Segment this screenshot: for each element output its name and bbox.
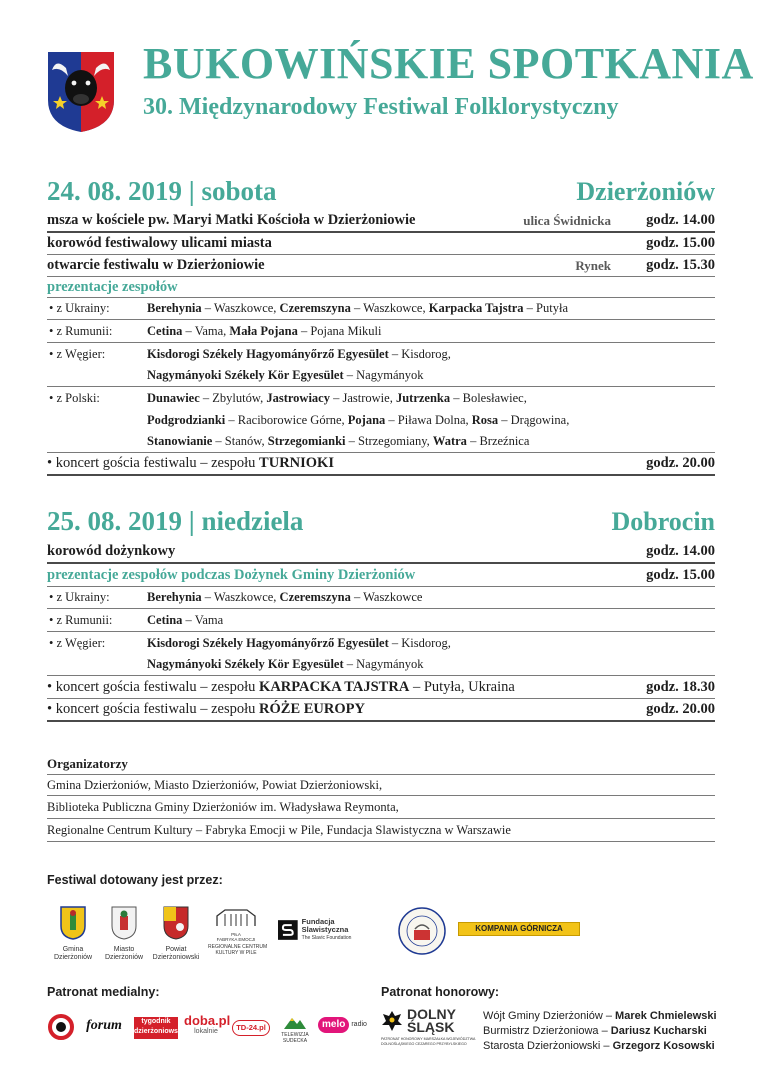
country-label: • z Ukrainy: (49, 301, 110, 315)
group-origin: – Waszkowce, (201, 590, 280, 604)
event-location: ulica Świdnicka (523, 212, 611, 228)
group-origin: – Jastrowie, (329, 390, 396, 405)
country-row (47, 343, 715, 365)
group-origin: – Piława Dolna, (385, 412, 472, 427)
group-name: Dunawiec (147, 390, 200, 405)
rck-pila-logo: PIŁA FABRYKA EMOCJI REGIONALNE CENTRUM KULTURY W PILE (208, 906, 264, 956)
organizers-title: Organizatorzy (47, 756, 128, 771)
group-list (147, 590, 422, 605)
group-name: Stanowianie (147, 434, 213, 448)
group-origin: – Zbylutów, (199, 390, 267, 405)
group-origin: – Nagymányok (343, 368, 424, 382)
group-list (147, 413, 569, 428)
country-row (47, 632, 715, 654)
concert-row (47, 699, 715, 722)
festival-subtitle: 30. Międzynarodowy Festiwal Folklorystyczny (143, 94, 619, 120)
country-label: • z Rumunii: (49, 323, 113, 338)
group-origin: – Bolesławiec, (450, 390, 527, 405)
country-label: • z Ukrainy: (49, 590, 110, 604)
schedule-row (47, 233, 715, 255)
group-origin: – Pojana Mikuli (297, 323, 382, 338)
schedule-row (47, 255, 715, 277)
day1-header (47, 176, 715, 208)
group-name: Cetina (147, 612, 183, 627)
biblioteka-logo (396, 906, 448, 959)
organizer-line: Biblioteka Publiczna Gminy Dzierżoniów im. Władysława Reymonta, (47, 797, 715, 819)
group-name: Berehynia (147, 301, 202, 315)
group-origin: – Nagymányok (343, 657, 424, 671)
event-name: msza w kościele pw. Maryi Matki Kościoła w Dzierżoniowie (47, 212, 416, 228)
festival-title: BUKOWIŃSKIE SPOTKANIA (143, 39, 754, 88)
honorary-patronage-title: Patronat honorowy: (381, 985, 500, 999)
group-origin: – Waszkowce, (201, 301, 280, 315)
dolny-slask-logo: DOLNY ŚLĄSK PATRONAT HONOROWY MARSZAŁKA WOJEWÓDZTWA DOLNOŚLĄSKIEGO CEZAREGO PRZYBYLSKIEGO (381, 1006, 476, 1046)
concert-text: • koncert gościa festiwalu – zespołu TURNIOKI (47, 455, 334, 471)
day1-place: Dzierżoniów (576, 177, 715, 206)
group-origin: – Putyła (523, 301, 568, 315)
group-origin: – Raciborowice Górne, (225, 412, 348, 427)
country-row (47, 387, 715, 409)
gmina-crest-icon (60, 906, 86, 940)
honorary-line: Wójt Gminy Dzierżoniów – Marek Chmielewski (483, 1010, 717, 1022)
group-name: Berehynia (147, 590, 202, 604)
group-list (147, 324, 382, 339)
group-name: Podgrodzianki (147, 412, 226, 427)
sponsors-title: Festiwal dotowany jest przez: (47, 873, 223, 887)
group-origin: – Kisdorog, (388, 346, 451, 361)
section-title: prezentacje zespołów podczas Dożynek Gminy Dzierżoniów (47, 566, 416, 583)
group-name: Kisdorogi Székely Hagyományőrző Egyesület (147, 635, 389, 650)
fundacja-s-icon (278, 920, 298, 940)
group-name: Czeremszyna (279, 590, 351, 604)
section-row (47, 277, 715, 298)
powiat-crest-icon (163, 906, 189, 940)
schedule-row (47, 541, 715, 564)
td24-logo: TD-24.pl (232, 1020, 270, 1036)
schedule-row (47, 210, 715, 233)
country-label: • z Rumunii: (49, 612, 113, 627)
country-row (47, 298, 715, 320)
mountain-icon (284, 1015, 306, 1029)
country-row-cont (47, 431, 715, 453)
country-label: • z Węgier: (49, 635, 106, 650)
country-row-cont (47, 365, 715, 387)
doba-logo: doba.pl lokalnie (184, 1013, 231, 1035)
group-list (147, 347, 451, 362)
group-name: Nagymányoki Székely Kör Egyesület (147, 368, 344, 382)
concert-text: • koncert gościa festiwalu – zespołu KARPACKA TAJSTRA – Putyła, Ukraina (47, 678, 515, 695)
building-icon (213, 906, 259, 928)
group-origin: – Vama (182, 612, 224, 627)
group-origin: – Waszkowce, (350, 301, 429, 315)
group-list (147, 657, 424, 672)
group-list (147, 636, 451, 651)
day2-date: 25. 08. 2019 | niedziela (47, 506, 304, 536)
group-list (147, 434, 529, 449)
gmina-dzierzoniow-logo: Gmina Dzierżoniów (52, 906, 94, 962)
organizer-line: Regionalne Centrum Kultury – Fabryka Emocji w Pile, Fundacja Slawistyczna w Warszawie (47, 820, 715, 842)
group-name: Karpacka Tajstra (428, 301, 524, 315)
eagle-icon (381, 1009, 403, 1033)
honorary-line: Starosta Dzierżoniowski – Grzegorz Kosowski (483, 1040, 715, 1052)
group-name: Watra (432, 434, 467, 448)
event-name: korowód dożynkowy (47, 543, 176, 559)
event-time: godz. 14.00 (646, 212, 715, 228)
country-row (47, 609, 715, 632)
section-title: prezentacje zespołów (47, 278, 178, 295)
country-label: • z Polski: (49, 390, 100, 405)
group-name: Pojana (347, 412, 386, 427)
group-name: Strzegomianki (267, 434, 346, 448)
event-time: godz. 15.00 (646, 566, 715, 583)
forum-logo: forum (86, 1018, 122, 1033)
organizer-line: Gmina Dzierżoniów, Miasto Dzierżoniów, Powiat Dzierżoniowski, (47, 774, 715, 796)
group-origin: – Strzegomiany, (345, 434, 433, 448)
day2-place: Dobrocin (611, 507, 715, 536)
event-time: godz. 18.30 (646, 678, 715, 695)
group-origin: – Brzeźnica (466, 434, 530, 448)
event-time: godz. 15.30 (646, 257, 715, 273)
concert-row (47, 676, 715, 699)
group-list (147, 368, 424, 383)
miasto-dzierzoniow-logo: Miasto Dzierżoniów (103, 906, 145, 962)
group-name: Rosa (471, 412, 499, 427)
group-origin: – Kisdorog, (388, 635, 451, 650)
event-time: godz. 20.00 (646, 455, 715, 471)
group-name: Kisdorogi Székely Hagyományőrző Egyesület (147, 346, 389, 361)
group-origin: – Stanów, (212, 434, 268, 448)
country-row (47, 587, 715, 609)
country-row (47, 320, 715, 343)
day1-date: 24. 08. 2019 | sobota (47, 176, 277, 206)
group-list (147, 613, 223, 628)
fundacja-slawistyczna-logo: Fundacja Slawistyczna The Slavic Foundation (278, 918, 382, 942)
concert-row (47, 453, 715, 476)
group-name: Jastrowiacy (266, 390, 330, 405)
powiat-dzierzoniowski-logo: Powiat Dzierżoniowski (150, 906, 202, 962)
country-label: • z Węgier: (49, 346, 106, 361)
event-name: korowód festiwalowy ulicami miasta (47, 235, 272, 251)
group-list (147, 391, 527, 406)
media-patronage-title: Patronat medialny: (47, 985, 160, 999)
day2-header (47, 506, 715, 538)
section-row (47, 564, 715, 587)
media-logo-1 (46, 1013, 76, 1044)
group-list (147, 301, 568, 316)
group-name: Cetina (147, 323, 183, 338)
country-row-cont (47, 654, 715, 676)
kompania-gornicza-logo: KOMPANIA GÓRNICZA (458, 922, 580, 936)
concert-text: • koncert gościa festiwalu – zespołu RÓŻE EUROPY (47, 701, 365, 717)
event-time: godz. 14.00 (646, 543, 715, 559)
group-name: Nagymányoki Székely Kör Egyesület (147, 657, 344, 671)
group-origin: – Drągowina, (498, 412, 570, 427)
event-time: godz. 15.00 (646, 235, 715, 251)
group-name: Mała Pojana (229, 323, 298, 338)
group-name: Czeremszyna (279, 301, 351, 315)
library-seal-icon (397, 906, 447, 956)
tygodnik-logo: tygodnik dzierżoniowski (134, 1017, 178, 1039)
event-location: Rynek (575, 257, 611, 273)
melo-radio-logo: melo radio (318, 1017, 364, 1033)
group-origin: – Waszkowce (350, 590, 423, 604)
group-name: Jutrzenka (395, 390, 451, 405)
country-row-cont (47, 409, 715, 431)
miasto-crest-icon (111, 906, 137, 940)
telewizja-sudecka-logo: TELEWIZJA SUDECKA (278, 1015, 312, 1044)
event-name: otwarcie festiwalu w Dzierżoniowie (47, 257, 265, 273)
honorary-line: Burmistrz Dzierżoniowa – Dariusz Kucharski (483, 1025, 707, 1037)
media-swoosh-icon (47, 1013, 75, 1041)
group-origin: – Vama, (182, 323, 230, 338)
event-time: godz. 20.00 (646, 701, 715, 717)
bukowina-crest-logo (46, 50, 116, 134)
